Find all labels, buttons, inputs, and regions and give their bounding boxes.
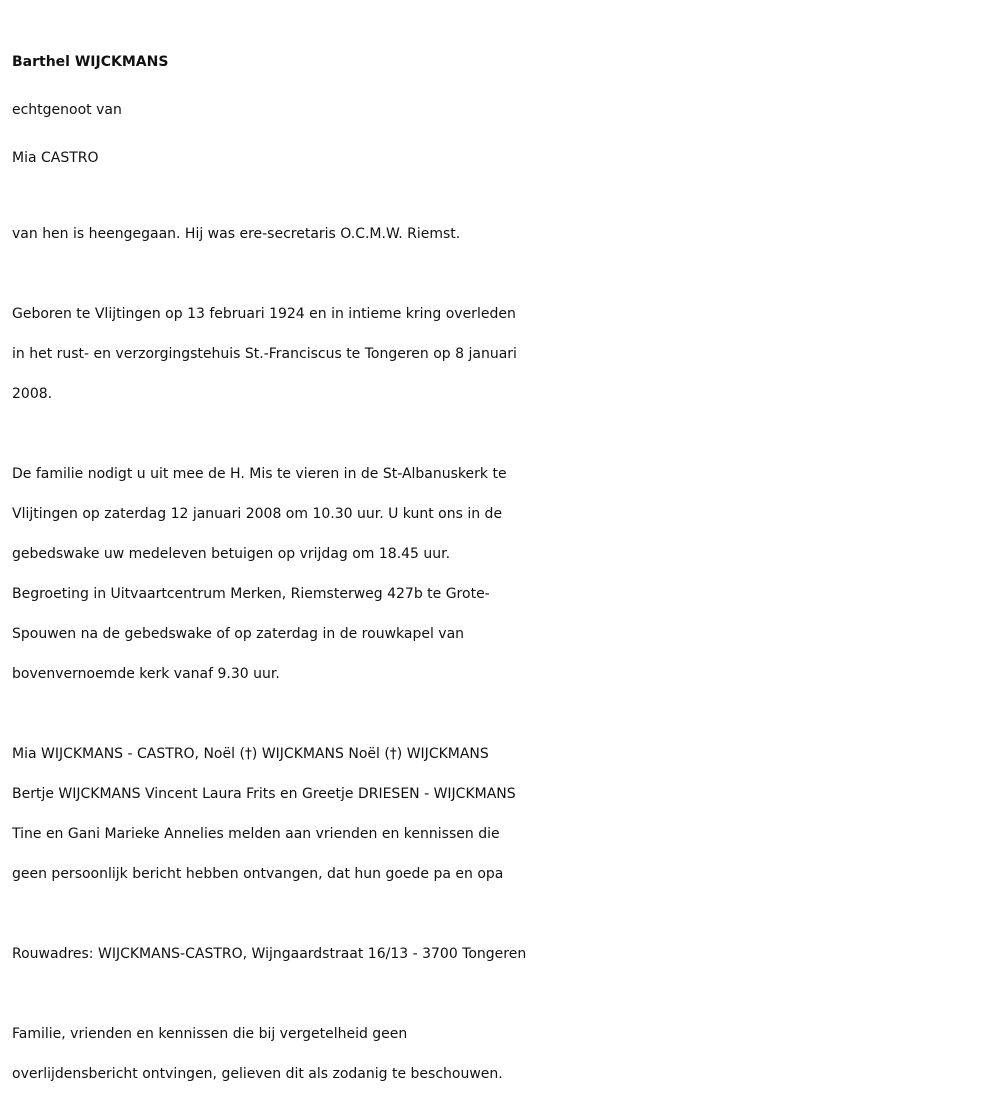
obituary-notice: [12, 38, 992, 1094]
passing-paragraph: van hen is heengegaan. Hij was ere-secretaris O.C.M.W. Riemst.: [12, 226, 461, 242]
spouse-name: Mia CASTRO: [12, 150, 99, 166]
birth-death-paragraph: Geboren te Vlijtingen op 13 februari 1924 en in intieme kring overleden in het rust- en verzorgingstehuis St.-Franciscus te Tongeren op 8 januari 2008.: [12, 306, 517, 402]
relation-text: echtgenoot van: [12, 102, 122, 118]
family-paragraph: Mia WIJCKMANS - CASTRO, Noël (†) WIJCKMANS Noël (†) WIJCKMANS Bertje WIJCKMANS Vincent Laura Frits en Greetje DRIESEN - WIJCKMANS Tine en Gani Marieke Annelies melden aan vrienden en kennissen die geen persoonlijk bericht hebben ontvangen, dat hun goede pa en opa: [12, 746, 516, 882]
closing-paragraph: Familie, vrienden en kennissen die bij vergetelheid geen overlijdensbericht ontvingen, gelieven dit als zodanig te beschouwen.: [12, 1026, 503, 1082]
funeral-paragraph: De familie nodigt u uit mee de H. Mis te vieren in de St-Albanuskerk te Vlijtingen op zaterdag 12 januari 2008 om 10.30 uur. U kunt ons in de gebedswake uw medeleven betuigen op vrijdag om 18.45 uur. Begroeting in Uitvaartcentrum Merken, Riemsterweg 427b te Grote- Spouwen na de gebedswake of op zaterdag in de rouwkapel van bovenvernoemde kerk vanaf 9.30 uur.: [12, 466, 507, 682]
deceased-name: Barthel WIJCKMANS: [12, 54, 169, 70]
mourning-address: Rouwadres: WIJCKMANS-CASTRO, Wijngaardstraat 16/13 - 3700 Tongeren: [12, 946, 527, 962]
